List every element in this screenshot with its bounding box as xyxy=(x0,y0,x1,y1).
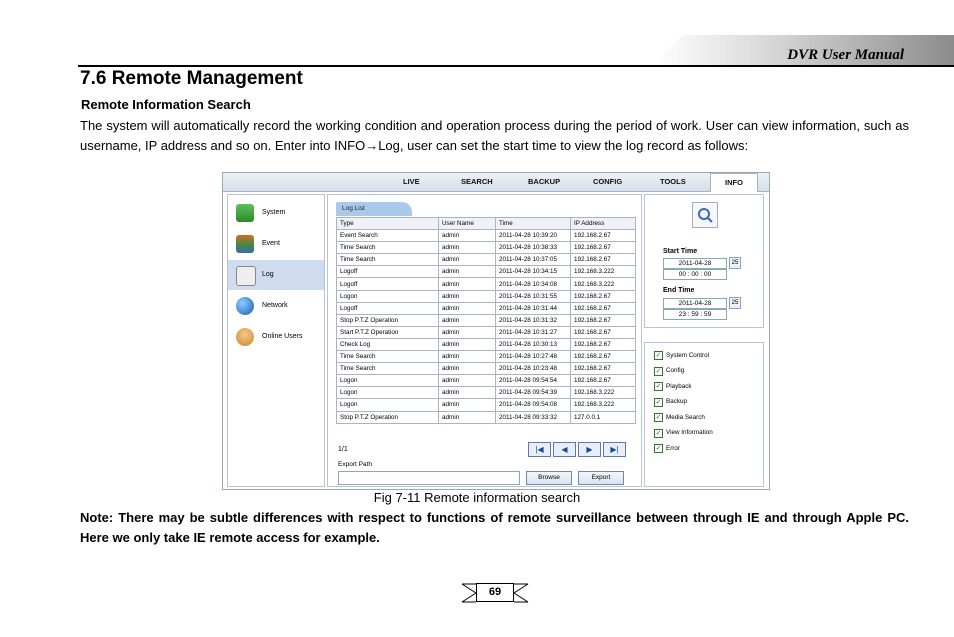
table-row[interactable] xyxy=(337,314,636,326)
log-ip-cell: 192.168.2.67 xyxy=(571,338,636,350)
export-button[interactable]: Export xyxy=(578,471,624,485)
table-row[interactable] xyxy=(337,290,636,302)
prev-page-button[interactable]: ◀ xyxy=(553,442,576,457)
log-time-cell: 2011-04-28 10:30:13 xyxy=(496,338,571,350)
log-ip-cell: 192.168.2.67 xyxy=(571,290,636,302)
log-time-cell: 2011-04-28 10:38:33 xyxy=(496,242,571,254)
log-type-cell: Check Log xyxy=(337,338,439,350)
log-type-cell: Stop P.T.Z Operation xyxy=(337,314,439,326)
col-user: User Name xyxy=(439,218,496,230)
table-row[interactable] xyxy=(337,266,636,278)
log-type-cell: Logoff xyxy=(337,278,439,290)
sidebar-item-label: Log xyxy=(262,271,274,278)
log-type-cell: Logoff xyxy=(337,266,439,278)
log-ip-cell: 192.168.2.67 xyxy=(571,314,636,326)
log-ip-cell: 192.168.3.222 xyxy=(571,387,636,399)
log-ip-cell: 192.168.3.222 xyxy=(571,278,636,290)
log-type-cell: Time Search xyxy=(337,254,439,266)
log-type-filter-panel xyxy=(644,342,764,487)
log-user-cell: admin xyxy=(439,363,496,375)
table-row[interactable] xyxy=(337,375,636,387)
log-icon xyxy=(236,266,256,286)
log-type-cell: Event Search xyxy=(337,230,439,242)
filter-label: Config xyxy=(666,367,685,374)
log-time-cell: 2011-04-28 10:27:48 xyxy=(496,351,571,363)
log-ip-cell: 192.168.2.67 xyxy=(571,242,636,254)
log-type-cell: Logoff xyxy=(337,302,439,314)
end-date-field[interactable]: 2011-04-28 xyxy=(663,298,727,309)
log-time-cell: 2011-04-28 10:23:48 xyxy=(496,363,571,375)
log-user-cell: admin xyxy=(439,375,496,387)
users-icon xyxy=(236,328,254,346)
log-time-cell: 2011-04-28 10:31:44 xyxy=(496,302,571,314)
log-time-cell: 2011-04-28 10:37:05 xyxy=(496,254,571,266)
filter-checkbox[interactable]: ✓ xyxy=(655,414,662,421)
col-ip: IP Address xyxy=(571,218,636,230)
log-time-cell: 2011-04-28 10:31:55 xyxy=(496,290,571,302)
log-type-cell: Time Search xyxy=(337,351,439,363)
log-user-cell: admin xyxy=(439,399,496,411)
figure-caption: Fig 7-11 Remote information search xyxy=(373,490,581,505)
log-type-cell: Time Search xyxy=(337,242,439,254)
subsection-heading: Remote Information Search xyxy=(81,97,251,112)
sidebar-item-system[interactable] xyxy=(228,198,324,228)
end-time-field[interactable]: 23 : 59 : 59 xyxy=(663,309,727,320)
table-row[interactable] xyxy=(337,399,636,411)
table-row[interactable] xyxy=(337,302,636,314)
export-path-input[interactable] xyxy=(338,471,520,485)
body-paragraph: The system will automatically record the working condition and operation process during the period of work. User can view information, such as username, IP address and so on. Enter into INFO→Log, user can set the start time to view the log record as follows: xyxy=(80,118,909,153)
start-date-field[interactable]: 2011-04-28 xyxy=(663,258,727,269)
log-time-cell: 2011-04-28 10:31:27 xyxy=(496,326,571,338)
log-ip-cell: 192.168.2.67 xyxy=(571,363,636,375)
calendar-icon[interactable]: 25 xyxy=(729,297,741,309)
log-user-cell: admin xyxy=(439,302,496,314)
log-ip-cell: 192.168.2.67 xyxy=(571,351,636,363)
log-panel xyxy=(327,194,642,487)
end-time-label: End Time xyxy=(663,287,695,294)
sidebar-item-label: System xyxy=(262,209,286,216)
monitor-icon xyxy=(236,204,254,222)
table-row[interactable] xyxy=(337,363,636,375)
start-time-field[interactable]: 00 : 00 : 00 xyxy=(663,269,727,280)
table-row[interactable] xyxy=(337,254,636,266)
time-filter-panel xyxy=(644,194,764,328)
log-ip-cell: 127.0.0.1 xyxy=(571,411,636,423)
table-row[interactable] xyxy=(337,230,636,242)
sidebar-item-log[interactable] xyxy=(228,260,324,290)
sidebar-item-online-users[interactable] xyxy=(228,322,324,352)
nav-live[interactable]: LIVE xyxy=(403,177,420,186)
log-type-cell: Stop P.T.Z Operation xyxy=(337,411,439,423)
nav-search[interactable]: SEARCH xyxy=(461,177,493,186)
sidebar-item-network[interactable] xyxy=(228,291,324,321)
log-table xyxy=(336,217,636,424)
last-page-button[interactable]: ▶| xyxy=(603,442,626,457)
log-time-cell: 2011-04-28 09:54:08 xyxy=(496,399,571,411)
dvr-screenshot xyxy=(222,172,770,490)
col-time: Time xyxy=(496,218,571,230)
log-ip-cell: 192.168.3.222 xyxy=(571,266,636,278)
nav-backup[interactable]: BACKUP xyxy=(528,177,561,186)
log-user-cell: admin xyxy=(439,290,496,302)
log-user-cell: admin xyxy=(439,278,496,290)
log-user-cell: admin xyxy=(439,351,496,363)
log-user-cell: admin xyxy=(439,230,496,242)
browse-button[interactable]: Browse xyxy=(526,471,572,485)
next-page-button[interactable]: ▶ xyxy=(578,442,601,457)
section-heading: 7.6 Remote Management xyxy=(80,68,303,89)
log-ip-cell: 192.168.2.67 xyxy=(571,254,636,266)
header-band-slant xyxy=(653,35,683,65)
log-ip-cell: 192.168.2.67 xyxy=(571,326,636,338)
log-user-cell: admin xyxy=(439,326,496,338)
log-ip-cell: 192.168.2.67 xyxy=(571,230,636,242)
sidebar-item-label: Network xyxy=(262,302,288,309)
table-row[interactable] xyxy=(337,242,636,254)
log-user-cell: admin xyxy=(439,387,496,399)
globe-icon xyxy=(236,297,254,315)
header-rule xyxy=(78,65,954,67)
table-header-row xyxy=(337,218,636,230)
table-row[interactable] xyxy=(337,278,636,290)
filter-checkbox[interactable]: ✓ xyxy=(655,352,662,359)
stack-icon xyxy=(236,235,254,253)
table-row[interactable] xyxy=(337,387,636,399)
log-ip-cell: 192.168.2.67 xyxy=(571,302,636,314)
nav-config[interactable]: CONFIG xyxy=(593,177,623,186)
info-sidebar xyxy=(227,194,325,487)
log-user-cell: admin xyxy=(439,314,496,326)
page-number: 69 xyxy=(476,583,514,602)
log-time-cell: 2011-04-28 09:33:32 xyxy=(496,411,571,423)
log-time-cell: 2011-04-28 10:31:32 xyxy=(496,314,571,326)
filter-checkbox[interactable]: ✓ xyxy=(655,367,662,375)
log-time-cell: 2011-04-28 09:54:39 xyxy=(496,387,571,399)
sidebar-item-label: Event xyxy=(262,240,280,247)
col-type: Type xyxy=(337,218,439,230)
log-time-cell: 2011-04-28 10:34:15 xyxy=(496,266,571,278)
export-path-label: Export Path xyxy=(338,461,372,468)
log-user-cell: admin xyxy=(439,266,496,278)
log-ip-cell: 192.168.3.222 xyxy=(571,399,636,411)
table-row[interactable] xyxy=(337,338,636,350)
note-paragraph: Note: There may be subtle differences with respect to functions of remote surveillance between through IE and through Apple PC. Here we only take IE remote access for example. xyxy=(80,510,909,545)
calendar-icon[interactable]: 25 xyxy=(729,257,741,269)
tab-log-list[interactable]: Log List xyxy=(336,202,412,216)
log-time-cell: 2011-04-28 10:34:08 xyxy=(496,278,571,290)
table-row[interactable] xyxy=(337,411,636,423)
sidebar-item-event[interactable] xyxy=(228,229,324,259)
log-type-cell: Logon xyxy=(337,375,439,387)
filter-label: System Control xyxy=(666,351,710,359)
nav-tools[interactable]: TOOLS xyxy=(660,177,686,186)
filter-checkbox[interactable]: ✓ xyxy=(655,445,662,452)
filter-checkbox[interactable]: ✓ xyxy=(655,383,662,390)
log-type-cell: Time Search xyxy=(337,363,439,375)
first-page-button[interactable]: |◀ xyxy=(528,442,551,457)
table-row[interactable] xyxy=(337,326,636,338)
log-user-cell: admin xyxy=(439,242,496,254)
page-indicator: 1/1 xyxy=(338,446,348,453)
log-type-cell: Logon xyxy=(337,290,439,302)
filter-label: Media Search xyxy=(666,413,705,421)
filter-label: Backup xyxy=(666,398,688,405)
filter-checkbox[interactable]: ✓ xyxy=(655,429,662,437)
log-type-cell: Logon xyxy=(337,387,439,399)
filter-label: Error xyxy=(666,444,680,452)
log-type-cell: Logon xyxy=(337,399,439,411)
search-icon[interactable] xyxy=(692,202,718,228)
log-type-cell: Start P.T.Z Operation xyxy=(337,326,439,338)
log-user-cell: admin xyxy=(439,254,496,266)
sidebar-item-label: Online Users xyxy=(262,333,303,340)
log-time-cell: 2011-04-28 10:39:20 xyxy=(496,230,571,242)
log-time-cell: 2011-04-28 09:54:54 xyxy=(496,375,571,387)
nav-info[interactable]: INFO xyxy=(710,173,758,192)
top-nav xyxy=(223,173,769,192)
manual-title: DVR User Manual xyxy=(787,47,904,63)
filter-label: Playback xyxy=(666,382,692,390)
log-user-cell: admin xyxy=(439,338,496,350)
table-row[interactable] xyxy=(337,351,636,363)
filter-checkbox[interactable]: ✓ xyxy=(655,398,662,406)
filter-label: View Information xyxy=(666,429,713,436)
log-user-cell: admin xyxy=(439,411,496,423)
start-time-label: Start Time xyxy=(663,248,698,255)
log-ip-cell: 192.168.2.67 xyxy=(571,375,636,387)
